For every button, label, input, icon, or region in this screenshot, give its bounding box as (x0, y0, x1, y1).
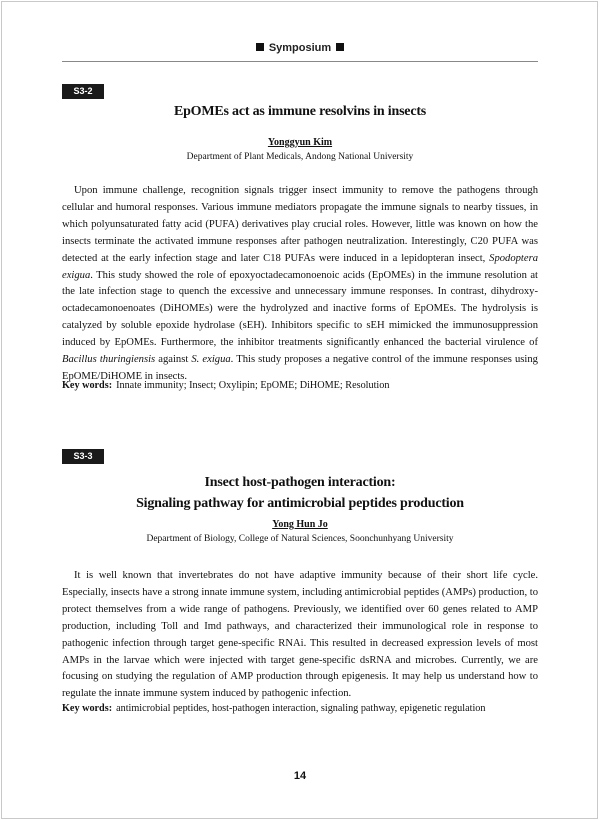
author-name: Yonggyun Kim (267, 137, 333, 148)
keywords-list: antimicrobial peptides, host-pathogen interaction, signaling pathway, epigenetic regulation (116, 703, 486, 714)
running-header (62, 42, 538, 54)
keywords-label: Key words: (62, 380, 113, 391)
section-title: Symposium (268, 42, 332, 54)
square-bullet-icon (336, 43, 344, 51)
title-line: Signaling pathway for antimicrobial peptides production (136, 496, 464, 511)
abstract-text: against (155, 354, 192, 366)
author-affiliation: Department of Plant Medicals, Andong National University (186, 152, 414, 162)
header-rule (62, 61, 538, 62)
keywords (62, 703, 538, 714)
abstract-tag: S3-2 (62, 84, 104, 99)
abstract-title (62, 101, 538, 122)
keywords (62, 380, 538, 391)
species-name: Bacillus thuringiensis (62, 354, 156, 366)
abstract-body (62, 183, 538, 386)
title-line: Insect host-pathogen interaction: (204, 475, 396, 490)
title-line: EpOMEs act as immune resolvins in insects (173, 104, 427, 119)
square-bullet-icon (256, 43, 264, 51)
abstract-text: . This study showed the role of epoxyoctadecamonoenoic acids (EpOMEs) in the immune resolution at the late infection stage to quench the excessive and unnecessary immune responses. In contrast, dihydroxy-octadecamonoenoates (DiHOMEs) were the hydrolyzed and inactive forms of EpOMEs. The hydrolysis is catalyzed by soluble epoxide hydrolase (sEH). Inhibitors specific to sEH mimicked the immunosuppression induced by EpOMEs. Furthermore, the inhibitor treatments significantly enhanced the bacterial virulence of (62, 269, 538, 349)
abstract-tag: S3-3 (62, 449, 104, 464)
keywords-label: Key words: (62, 703, 113, 714)
page-number: 14 (293, 770, 307, 782)
abstract-body: It is well known that invertebrates do not have adaptive immunity because of their short life cycle. Especially, insects have a strong innate immune system, including antimicrobial peptides (AMPs) production, to protect themselves from a wide range of pathogens. Previously, we identified over 60 genes related to AMP production, including Toll and Imd pathways, and characterized their immunological role in response to pathogenic infection through target gene-specific RNAi. This resulted in decreased expression levels of most AMPs in the larvae which were injected with target gene-specific dsRNA and microbes. Currently, we are focusing on studying the regulation of AMP production through epigenesis. It may help us understand how to regulate the innate immune system induced by pathogenic infection. (62, 570, 538, 700)
species-name: Spodoptera exigua (62, 252, 538, 281)
abstract-title (62, 472, 538, 514)
species-name: S. exigua (191, 354, 231, 366)
author-affiliation: Department of Biology, College of Natural Sciences, Soonchunhyang University (146, 534, 454, 544)
abstract-text: . This study proposes a negative control of the immune responses using EpOME/DiHOME in insects. (62, 354, 538, 382)
keywords-list: Innate immunity; Insect; Oxylipin; EpOME; DiHOME; Resolution (116, 380, 390, 391)
author-name: Yong Hun Jo (272, 519, 328, 530)
abstract-text: Upon immune challenge, recognition signals trigger insect immunity to remove the pathogens through cellular and humoral responses. Various immune mediators propagate the immune signals to nearby tissues, in which polyunsaturated fatty acid (PUFA) derivatives play crucial roles. However, little was known on how the insects terminate the activated immune responses after pathogen neutralization. Interestingly, C20 PUFA was detected at the early infection stage and later C18 PUFAs were induced in a lepidopteran insect, (62, 185, 538, 264)
